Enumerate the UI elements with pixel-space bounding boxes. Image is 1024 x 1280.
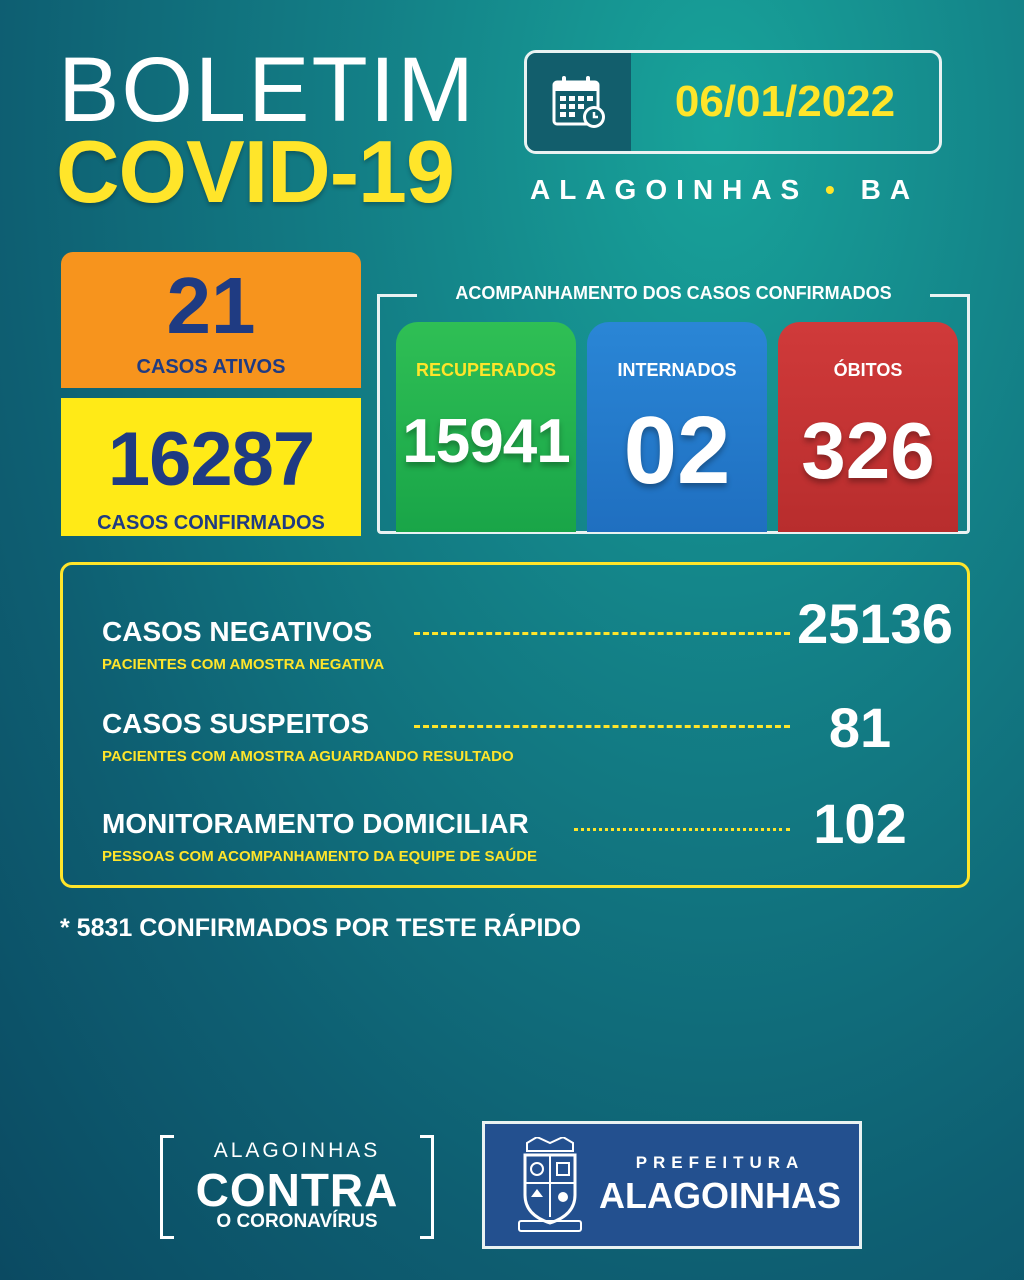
negative-cases-leader: [414, 632, 790, 635]
home-monitoring-value: 102: [813, 792, 907, 855]
prefeitura-line2: ALAGOINHAS: [599, 1175, 841, 1216]
deaths-label: ÓBITOS: [833, 360, 903, 380]
date-box: [524, 50, 942, 154]
suspect-cases-value: 81: [828, 696, 892, 759]
suspect-cases-leader: [414, 725, 790, 728]
recovered-card: [396, 322, 576, 532]
campaign-logo: [160, 1135, 434, 1239]
active-cases-value: 21: [166, 261, 256, 350]
deaths-value: 326: [801, 406, 935, 495]
rapid-test-note: * 5831 CONFIRMADOS POR TESTE RÁPIDO: [60, 914, 581, 942]
home-monitoring-leader: [574, 828, 790, 831]
frame-top-right: [930, 294, 970, 297]
campaign-line2: CONTRA: [195, 1164, 399, 1216]
negative-cases-value: 25136: [797, 592, 953, 655]
prefeitura-line1: PREFEITURA: [635, 1153, 805, 1172]
hospitalized-card: [587, 322, 767, 532]
confirmed-cases-label: CASOS CONFIRMADOS: [97, 512, 325, 534]
active-cases-label: CASOS ATIVOS: [136, 356, 286, 378]
recovered-label: RECUPERADOS: [415, 360, 557, 380]
home-monitoring-title: MONITORAMENTO DOMICILIAR: [102, 808, 529, 839]
negative-cases-title: CASOS NEGATIVOS: [102, 616, 373, 647]
suspect-cases-subtitle: PACIENTES COM AMOSTRA AGUARDANDO RESULTADO: [102, 748, 514, 765]
calendar-clock-icon: [527, 53, 631, 151]
suspect-cases-title: CASOS SUSPEITOS: [102, 708, 370, 739]
home-monitoring-subtitle: PESSOAS COM ACOMPANHAMENTO DA EQUIPE DE SAÚDE: [102, 848, 538, 865]
campaign-line1: ALAGOINHAS: [213, 1139, 381, 1162]
recovered-value: 15941: [402, 407, 570, 476]
tracking-title: ACOMPANHAMENTO DOS CASOS CONFIRMADOS: [455, 283, 892, 303]
deaths-card: [778, 322, 958, 532]
prefeitura-logo: [482, 1121, 862, 1249]
confirmed-cases-box: [61, 398, 361, 536]
hospitalized-value: 02: [623, 397, 731, 504]
separator-dot: •: [825, 174, 844, 205]
city-state: [530, 174, 950, 206]
city-name: ALAGOINHAS: [530, 174, 809, 205]
campaign-line3: O CORONAVÍRUS: [216, 1211, 378, 1232]
confirmed-cases-value: 16287: [107, 417, 315, 502]
bulletin-date: 06/01/2022: [674, 77, 896, 126]
active-cases-box: [61, 252, 361, 388]
city-crest-icon: [517, 1137, 583, 1233]
hospitalized-label: INTERNADOS: [617, 360, 737, 380]
negative-cases-subtitle: PACIENTES COM AMOSTRA NEGATIVA: [102, 656, 385, 673]
title-boletim: BOLETIM: [58, 39, 476, 141]
prefeitura-text: [599, 1153, 841, 1217]
state-name: BA: [860, 174, 920, 205]
frame-top-left: [377, 294, 417, 297]
title-covid: COVID-19: [56, 122, 454, 221]
